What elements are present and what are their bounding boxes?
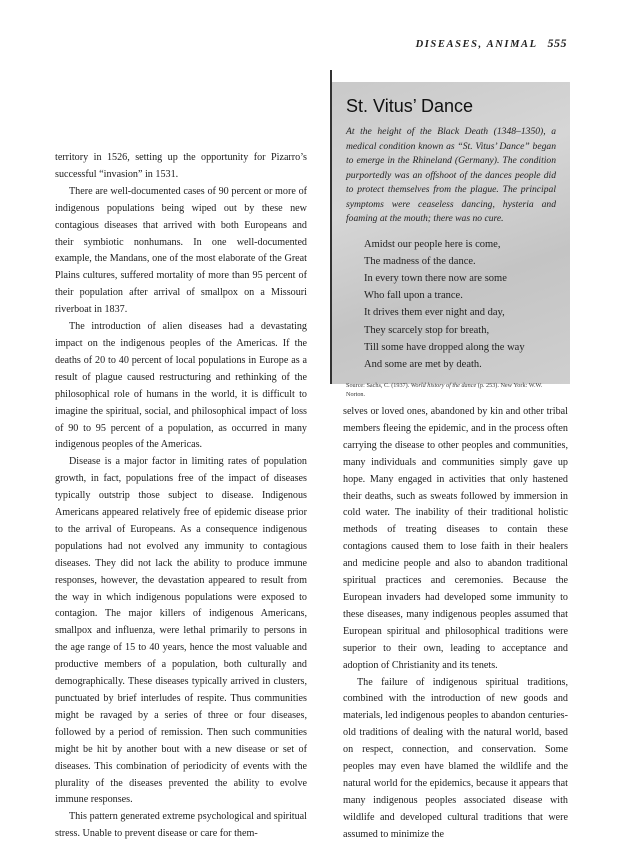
poem-line: The madness of the dance. [364,255,476,267]
paragraph: The introduction of alien diseases had a devastating impact on the indigenous peoples of the Americas. If the deaths of 20 to 40 percent of local populations in Europe as a result of plague caused restructuring and rethinking of the philosophical role of humans in the world, it is difficult to imagine the spiritual, social, and philosophical impact of loss of 90 to 95 percent of a population, as occurred in many indigenous peoples of the Americas. [55,321,307,451]
poem-line: They scarcely stop for breath, [364,324,490,336]
source-title: World history of the dance [410,382,477,390]
poem-line: Till some have dropped along the way [364,341,525,353]
poem-line: In every town there now are some [364,272,507,284]
right-column [343,404,568,844]
sidebar-source [346,381,556,399]
paragraph: There are well-documented cases of 90 percent or more of indigenous populations being wiped out by these new contagious diseases that arrived with both Europeans and their symbiotic nonhumans. In one well-documented example, the Mandans, one of the most elaborate of the Great Plains cultures, suffered mortality of more than 95 percent of their population after arrival of smallpox on a Missouri riverboat in 1837. [55,185,307,316]
running-head [416,36,567,51]
sidebar-box [332,82,570,399]
source-suffix: (p. 253). New York: W.W. Norton. [346,382,543,399]
paragraph: The failure of indigenous spiritual traditions, combined with the introduction of new goods and materials, led indigenous peoples to abandon centuries-old traditions of dealing with the natural world, based on respect, connection, and conservation. Some peoples may even have blamed the wildlife and the natural world for the epidemics, because it appears that many indigenous peoples associated disease with wildlife and developed cultural traditions that were assumed to minimize the [343,676,568,840]
poem-line: Amidst our people here is come, [364,238,501,250]
page-number: 555 [547,36,567,50]
running-head-section: DISEASES, ANIMAL [415,39,538,50]
source-prefix: Source: Sachs, C. (1937). [346,382,411,390]
poem-line: It drives them ever night and day, [364,307,505,319]
sidebar-intro: At the height of the Black Death (1348–1350), a medical condition known as “St. Vitus’ Dance” began to emerge in the Rhineland (Germany). The condition purportedly was an offshoot of the dances people did to protect themselves from the plague. The principal symptoms were ceaseless dancing, hysteria and foaming at the mouth; there was no cure. [346,126,556,224]
poem-line: Who fall upon a trance. [364,290,463,302]
poem-line: And some are met by death. [364,358,482,370]
paragraph: selves or loved ones, abandoned by kin and other tribal members fleeing the epidemic, and in the process often carrying the disease to other peoples and communities, many individuals and communities simply gave up hope. Many engaged in activities that only hastened their deaths, such as sweats followed by immersion in cold water. The inability of their traditional holistic methods of treating diseases to contain these contagions caused them to lose faith in their healers and medicine people and also to abandon traditional spiritual practices and ceremonies. Because the European invaders had developed some immunity to these diseases, many indigenous peoples assumed that European spiritual and philosophical traditions were superior to their own, leading to acceptance and adoption of Christianity and its tenets. [343,406,568,671]
paragraph: Disease is a major factor in limiting rates of population growth, in fact, populations free of the impact of diseases typically outstrip those subject to disease. Indigenous Americans appeared relatively free of epidemic disease prior to the arrival of Europeans. As a consequence indigenous populations had not evolved any immunity to contagious diseases. They did not lack the ability to produce immune responses, however, the devastation appeared to result from the way in which indigenous populations were exposed to contagion. The major killers of indigenous Americans, smallpox and influenza, were lethal primarily to persons in the age range of 15 to 40 years, hence the most valuable and productive members of a population, both culturally and demographically. These diseases typically arrived in clusters, punctuated by brief interludes of respite. Thus communities might be ravaged by a series of three or four diseases, followed by a period of remission. Then such communities might be hit by another bout with a new disease or set of diseases. This combination of periodicity of events with the plurality of the diseases prevented the ability to evolve immune responses. [55,456,307,806]
sidebar-title: St. Vitus’ Dance [346,96,474,116]
paragraph: This pattern generated extreme psychological and spiritual stress. Unable to prevent disease or care for them- [55,811,307,840]
paragraph: territory in 1526, setting up the opportunity for Pizarro’s successful “invasion” in 1531. [55,152,307,180]
poem [364,236,556,374]
left-column-upper [55,150,307,843]
